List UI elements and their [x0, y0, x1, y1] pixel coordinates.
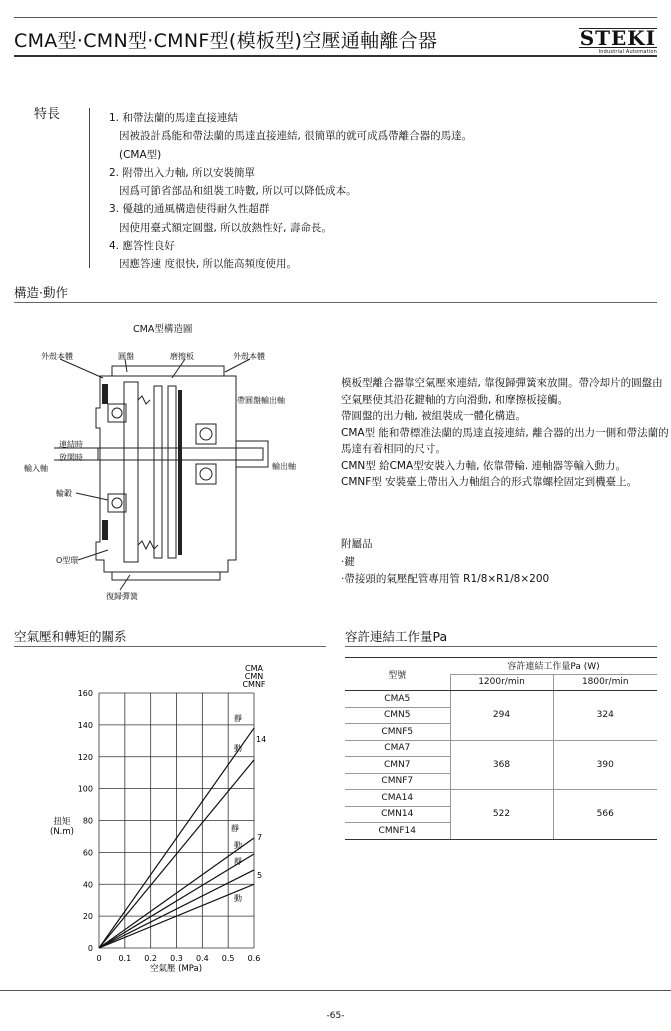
model-cell: CMN7	[345, 757, 450, 774]
value-1200-cell: 368	[450, 740, 553, 790]
feature-body: 因被設計爲能和帶法蘭的馬達直接連結, 很簡單的就可成爲帶離合器的馬達。	[119, 130, 473, 143]
static-dynamic-label: 靜	[231, 824, 239, 833]
label-connect: 連結時	[59, 440, 83, 449]
feature-title: 2. 附帶出入力軸, 所以安裝簡單	[109, 166, 256, 179]
model-cell: CMNF5	[345, 724, 450, 741]
legend-entry: CMNF	[242, 680, 266, 689]
x-tick-label: 0.4	[195, 954, 209, 963]
table-header-1200: 1200r/min	[450, 674, 553, 691]
label-outer-body-left: 外殼本體	[41, 352, 73, 361]
features-heading: 特長	[34, 107, 61, 122]
diagram-title: CMA型構造圖	[133, 324, 193, 335]
description-paragraph: 帶圓盤的出力軸, 被組裝成一體化構造。	[341, 410, 527, 422]
y-tick-label: 100	[77, 784, 93, 794]
feature-title: 3. 優越的通風構造使得耐久性超群	[109, 203, 270, 216]
label-output-shaft-disc: 帶圓盤輸出軸	[237, 396, 285, 405]
model-cell: CMA7	[345, 740, 450, 757]
table-header-group: 容許連結工作量Pa (W)	[450, 658, 657, 675]
accessories-heading: 附屬品	[341, 538, 373, 550]
feature-body: 因應答速 度很快, 所以能高頻度使用。	[119, 258, 298, 271]
accessory-item: ·帶接頭的氣壓配管專用管 R1/8×R1/8×200	[341, 573, 550, 585]
table-header-model: 型號	[345, 658, 450, 691]
logo-text: STEKI	[579, 26, 656, 50]
static-dynamic-label: 動	[234, 894, 242, 903]
y-tick-label: 80	[82, 816, 93, 826]
static-dynamic-label: 靜	[234, 857, 242, 866]
y-tick-label: 40	[82, 880, 93, 890]
table-rule	[345, 646, 657, 647]
feature-body: (CMA型)	[119, 148, 162, 161]
page-title: CMA型·CMN型·CMNF型(模板型)空壓通軸離合器	[14, 30, 438, 52]
x-tick-label: 0.2	[144, 954, 158, 963]
value-1800-cell: 390	[553, 740, 657, 790]
x-tick-label: 0	[96, 954, 102, 963]
label-disc: 圓盤	[118, 352, 134, 361]
footer-rule	[0, 990, 671, 991]
feature-title: 4. 應答性良好	[109, 240, 175, 253]
page-number: -65-	[326, 1011, 345, 1021]
model-cell: CMNF7	[345, 773, 450, 790]
x-tick-label: 0.1	[118, 954, 132, 963]
model-cell: CMN5	[345, 707, 450, 724]
description-paragraph: CMNF型 安裝臺上帶出入力軸組合的形式靠螺栓固定到機臺上。	[341, 476, 638, 488]
label-output-shaft: 輸出軸	[272, 462, 296, 471]
y-tick-label: 60	[82, 848, 93, 858]
series-size-label: 7	[257, 833, 263, 842]
label-friction-plate: 磨擦板	[170, 352, 194, 361]
value-1800-cell: 324	[553, 691, 657, 741]
feature-body: 因爲可節省部品和組裝工時數, 所以可以降低成本。	[119, 185, 357, 198]
x-tick-label: 0.5	[221, 954, 235, 963]
label-return-spring: 復歸彈簧	[106, 592, 138, 601]
legend-entry: CMA	[245, 664, 263, 673]
y-axis-label: (N.m)	[50, 827, 74, 837]
pa-table	[345, 657, 657, 840]
value-1200-cell: 294	[450, 691, 553, 741]
y-tick-label: 0	[87, 944, 93, 953]
value-1800-cell: 566	[553, 790, 657, 840]
y-tick-label: 140	[77, 720, 93, 730]
description-paragraph: CMA型 能和帶標准法蘭的馬達直接連結, 離合器的出力一側和帶法蘭的馬達有着相同的尺寸。	[341, 426, 669, 455]
y-tick-label: 160	[77, 689, 93, 698]
x-tick-label: 0.6	[247, 954, 261, 963]
x-axis-label: 空氣壓 (MPa)	[149, 964, 203, 974]
model-cell: CMA5	[345, 691, 450, 708]
label-o-ring: O型環	[56, 556, 79, 565]
feature-body: 因使用臺式額定圓盤, 所以放熱性好, 壽命長。	[119, 221, 332, 234]
y-tick-label: 120	[77, 752, 93, 762]
feature-title: 1. 和帶法蘭的馬達直接連結	[109, 112, 238, 124]
table-heading: 容許連結工作量Pa	[345, 629, 448, 644]
static-dynamic-label: 動	[234, 841, 242, 850]
description-paragraph: CMN型 給CMA型安裝入力軸, 依靠帶輪. 連軸器等輸入動力。	[341, 459, 627, 472]
structure-heading: 構造·動作	[14, 285, 68, 300]
table-row	[345, 691, 657, 708]
label-hub: 輪轂	[56, 489, 72, 498]
series-size-label: 14	[256, 735, 267, 744]
y-axis-label: 扭矩	[53, 817, 71, 827]
series-size-label: 5	[257, 871, 263, 880]
legend-entry: CMN	[244, 672, 264, 681]
table-row	[345, 740, 657, 757]
label-outer-body-right: 外殼本體	[233, 352, 265, 361]
accessory-item: ·鍵	[341, 555, 355, 568]
model-cell: CMA14	[345, 790, 450, 807]
label-release: 放開時	[59, 453, 83, 462]
table-header-1800: 1800r/min	[553, 674, 657, 691]
value-1200-cell: 522	[450, 790, 553, 840]
model-cell: CMNF14	[345, 823, 450, 840]
static-dynamic-label: 靜	[234, 714, 242, 723]
logo-subtitle: Industrial Automation	[598, 49, 657, 55]
model-cell: CMN14	[345, 806, 450, 823]
label-input-shaft: 輸入軸	[24, 464, 48, 473]
chart-heading: 空氣壓和轉矩的關系	[14, 629, 127, 644]
y-tick-label: 20	[82, 912, 93, 922]
table-row	[345, 790, 657, 807]
description-paragraph: 模板型離合器靠空氣壓來連結, 靠復歸彈簧來放開。帶冷却片的圓盤由空氣壓使其沿花鍵軸的方向滑動, 和摩擦板接觸。	[341, 377, 663, 406]
x-tick-label: 0.3	[170, 954, 183, 963]
static-dynamic-label: 動	[234, 744, 242, 753]
